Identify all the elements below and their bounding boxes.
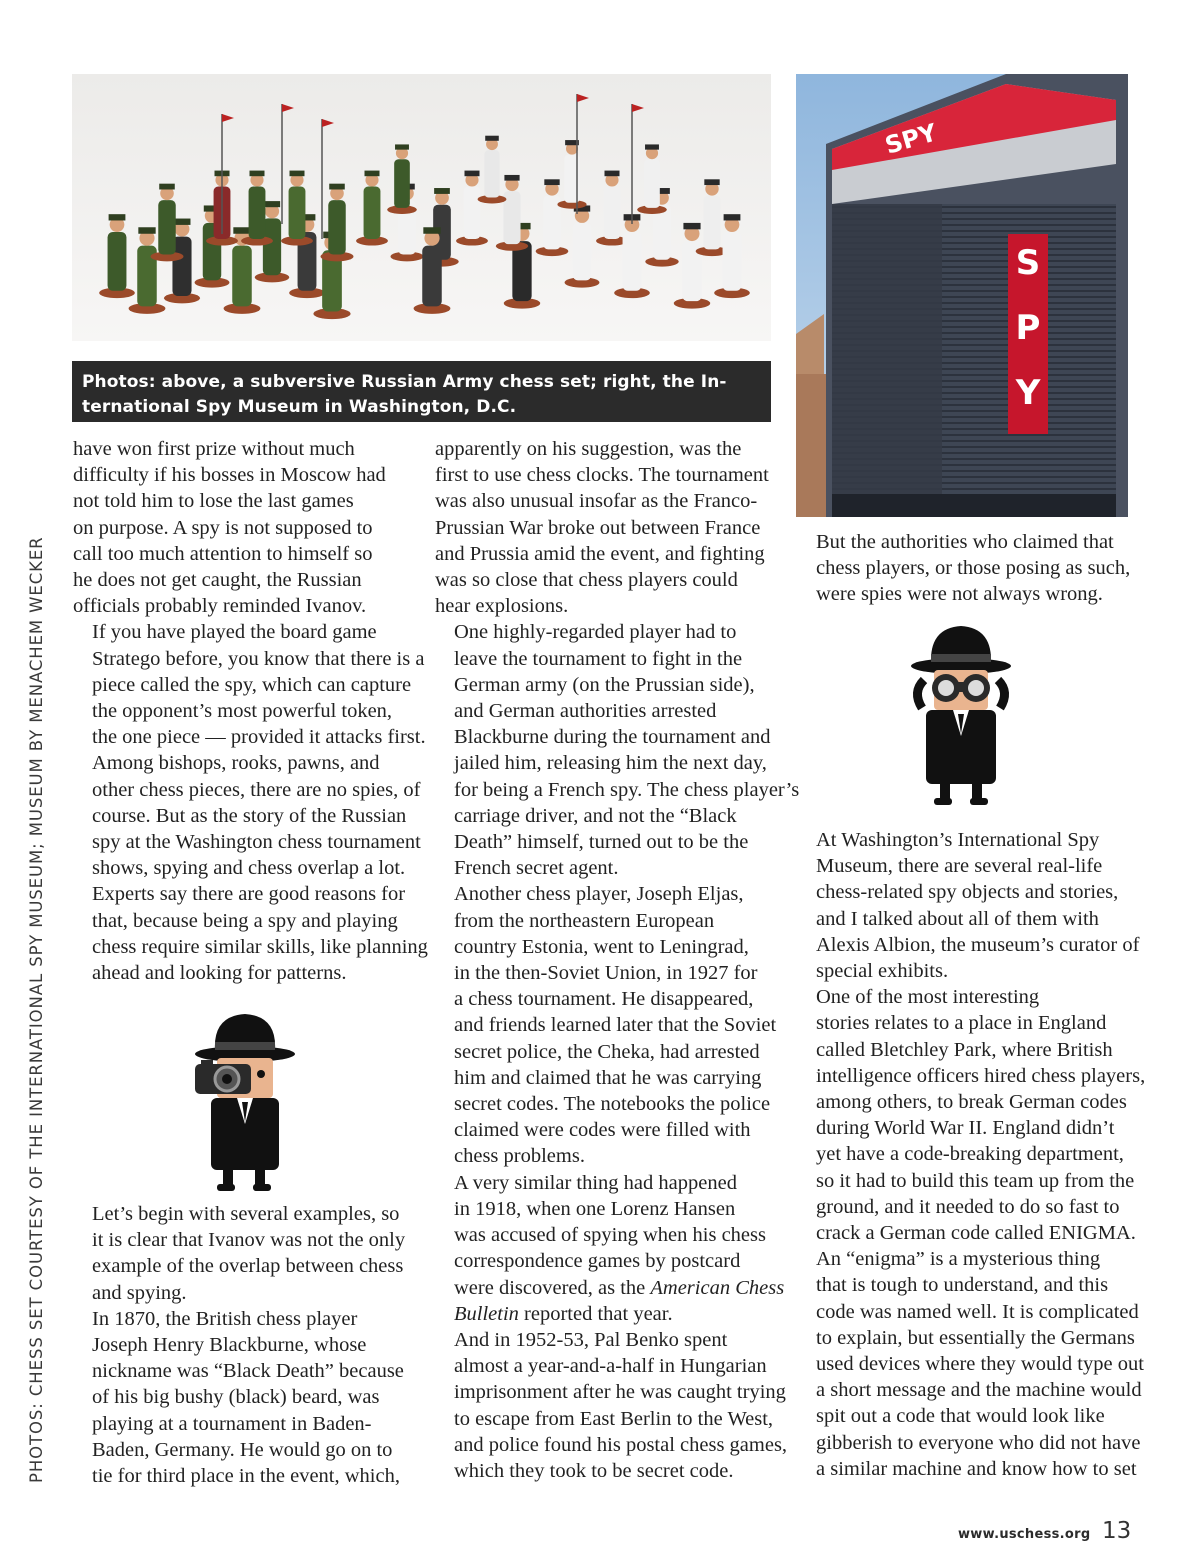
chess-figurine-part <box>263 218 281 275</box>
text-line: spit out a code that would look like <box>816 1405 1105 1428</box>
text-line: call too much attention to himself so <box>73 542 373 565</box>
text-line: Alexis Albion, the museum’s curator of <box>816 933 1140 956</box>
text-line: stories relates to a place in England <box>816 1012 1107 1035</box>
text-line: chess-related spy objects and stories, <box>816 881 1119 904</box>
paragraph <box>73 619 428 986</box>
text-line: ground, and it needed to do so fast to <box>816 1195 1120 1218</box>
chess-figurine-part <box>108 232 127 291</box>
text-line: An “enigma” is a mysterious thing <box>816 1248 1101 1271</box>
text-line: Among bishops, rooks, pawns, and <box>92 752 380 775</box>
text-line: a chess tournament. He disappeared, <box>454 988 754 1011</box>
text-line: to explain, but essentially the Germans <box>816 1326 1135 1349</box>
spy-camera-icon <box>193 1006 298 1196</box>
photo-credit: PHOTOS: CHESS SET COURTESY OF THE INTERNATIONAL SPY MUSEUM; MUSEUM BY MENACHEM WECKER <box>27 536 46 1483</box>
text-line: he does not get caught, the Russian <box>73 569 362 592</box>
text-line: of his big bushy (black) beard, was <box>92 1386 380 1409</box>
text-line: that, because being a spy and playing <box>92 909 398 932</box>
text-line: Experts say there are good reasons for <box>92 883 406 906</box>
chess-set-image <box>72 74 771 341</box>
text-line: a short message and the machine would <box>816 1379 1142 1402</box>
chess-figurine-part <box>573 223 591 281</box>
paragraph <box>73 1201 418 1306</box>
chess-figurine-part <box>290 171 305 177</box>
column-2 <box>435 436 800 1484</box>
text-line: difficulty if his bosses in Moscow had <box>73 464 386 487</box>
paragraph <box>435 619 800 881</box>
chess-figurine-part <box>605 171 620 177</box>
caption-line-1: Photos: above, a subversive Russian Army chess set; right, the In- <box>82 372 727 392</box>
chess-figurine-part <box>423 227 440 233</box>
text-line: was also unusual insofar as the Franco- <box>435 490 758 513</box>
text-line: piece called the spy, which can capture <box>92 673 412 696</box>
chess-figurine-part <box>724 214 741 220</box>
text-line: A very similar thing had happened <box>454 1171 737 1194</box>
text-line: nickname was “Black Death” because <box>92 1360 404 1383</box>
chess-figurine-part <box>544 179 559 185</box>
column-3-bottom <box>797 827 1146 1482</box>
text-line: hear explosions. <box>435 595 569 618</box>
text-line: secret codes. The notebooks the police <box>454 1093 771 1116</box>
text-line: have won first prize without much <box>73 438 355 460</box>
chess-figurine-part <box>464 187 481 239</box>
paragraph <box>435 1327 788 1484</box>
chess-figurine-part <box>504 175 519 181</box>
page-number: 13 <box>1102 1518 1132 1544</box>
text-line: playing at a tournament in Baden- <box>92 1412 372 1435</box>
chess-figurine-part <box>138 227 155 233</box>
text-line: At Washington’s International Spy <box>816 829 1100 851</box>
chess-figurine-part <box>264 201 280 207</box>
text-line: for being a French spy. The chess player’s <box>454 778 800 801</box>
spy-museum-image <box>796 74 1128 517</box>
paragraph <box>73 436 418 619</box>
text-line: a similar machine and know how to set <box>816 1457 1137 1480</box>
chess-figurine-part <box>683 223 700 229</box>
text-line <box>435 1275 785 1301</box>
spy-with-binoculars-illustration <box>908 622 1014 812</box>
paragraph <box>797 984 1146 1246</box>
paragraph <box>73 1306 418 1489</box>
text-line: first to use chess clocks. The tournament <box>435 464 769 487</box>
text-line: among others, to break German codes <box>816 1091 1127 1114</box>
chess-figurine-part <box>249 187 266 239</box>
text-line: yet have a code-breaking department, <box>816 1143 1124 1166</box>
chess-figurine-part <box>232 246 251 307</box>
text-line: and Prussia amid the event, and fighting <box>435 542 765 565</box>
text-line: him and claimed that he was carrying <box>454 1066 762 1089</box>
text-line-start: were discovered, as the <box>454 1276 651 1299</box>
text-line: Let’s begin with several examples, so <box>92 1203 400 1225</box>
text-line: chess problems. <box>454 1145 585 1168</box>
caption-line-2: ternational Spy Museum in Washington, D.C. <box>82 397 517 417</box>
museum-sign-s: S <box>1015 243 1041 283</box>
text-line: secret police, the Cheka, had arrested <box>454 1040 760 1063</box>
text-line: and I talked about all of them with <box>816 907 1099 930</box>
text-line: not told him to lose the last games <box>73 490 354 513</box>
text-line: on purpose. A spy is not supposed to <box>73 516 373 539</box>
text-line-end: reported that year. <box>518 1302 673 1325</box>
text-line: to escape from East Berlin to the West, <box>454 1407 774 1430</box>
paragraph <box>435 436 780 619</box>
text-line: code was named well. It is complicated <box>816 1300 1139 1323</box>
text-line: Death” himself, turned out to be the <box>454 831 749 854</box>
spy-with-camera-illustration <box>193 1006 298 1196</box>
photo-caption <box>72 361 771 422</box>
chess-figurine-part <box>623 232 642 291</box>
text-line: intelligence officers hired chess players, <box>816 1064 1146 1087</box>
museum-sign-p: P <box>1015 308 1041 348</box>
column-1-bottom <box>73 1201 418 1489</box>
text-line: and friends learned later that the Soviet <box>454 1014 777 1037</box>
text-line: and spying. <box>92 1281 187 1304</box>
museum-sign-y: Y <box>1015 373 1041 413</box>
column-3-top <box>797 529 1137 608</box>
text-line: leave the tournament to fight in the <box>454 647 743 670</box>
publication-title: American Chess <box>650 1276 785 1299</box>
chess-figurine-part <box>365 171 380 177</box>
chess-figurine-part <box>723 232 742 291</box>
text-line: the opponent’s most powerful token, <box>92 700 393 723</box>
paragraph <box>797 529 1137 608</box>
column-1-top <box>73 436 428 986</box>
text-line: which they took to be secret code. <box>454 1459 734 1482</box>
text-line: in the then-Soviet Union, in 1927 for <box>454 962 758 985</box>
text-line: other chess pieces, there are no spies, of <box>92 778 421 801</box>
text-line: But the authorities who claimed that <box>816 531 1114 553</box>
text-line: jailed him, releasing him the next day, <box>454 752 767 775</box>
text-line: chess players, or those posing as such, <box>816 557 1131 580</box>
footer-website: www.uschess.org <box>958 1527 1091 1542</box>
text-line: during World War II. England didn’t <box>816 1117 1115 1140</box>
chess-set-photo <box>72 74 771 341</box>
text-line: and German authorities arrested <box>454 700 717 723</box>
text-line: almost a year-and-a-half in Hungarian <box>454 1355 767 1378</box>
text-line: correspondence games by postcard <box>454 1250 741 1273</box>
text-line: so it had to build this team up from the <box>816 1169 1135 1192</box>
text-line: was accused of spying when his chess <box>454 1224 766 1247</box>
text-line: Museum, there are several real-life <box>816 855 1103 878</box>
text-line: shows, spying and chess overlap a lot. <box>92 857 406 880</box>
paragraph <box>435 1170 785 1327</box>
text-line: Joseph Henry Blackburne, whose <box>92 1334 367 1357</box>
text-line: that is tough to understand, and this <box>816 1274 1109 1297</box>
text-line: it is clear that Ivanov was not the only <box>92 1229 406 1252</box>
museum-sign-top: SPY <box>881 118 940 160</box>
text-line: ahead and looking for patterns. <box>92 962 347 985</box>
spy-museum-photo <box>796 74 1128 517</box>
text-line: example of the overlap between chess <box>92 1255 404 1278</box>
text-line: gibberish to everyone who did not have <box>816 1431 1141 1454</box>
text-line: claimed were codes were filled with <box>454 1119 751 1142</box>
chess-figurine-part <box>485 136 499 141</box>
chess-figurine-part <box>604 187 621 239</box>
chess-figurine-part <box>703 196 720 250</box>
text-line: If you have played the board game <box>92 621 377 644</box>
text-line: course. But as the story of the Russian <box>92 804 407 827</box>
text-line: Stratego before, you know that there is a <box>92 647 425 670</box>
chess-figurine-part <box>644 159 660 208</box>
chess-figurine-part <box>465 171 480 177</box>
text-line: called Bletchley Park, where British <box>816 1038 1113 1061</box>
text-line: One highly-regarded player had to <box>454 621 737 644</box>
paragraph <box>797 1246 1144 1482</box>
chess-figurine-part <box>645 144 659 149</box>
text-line: country Estonia, went to Leningrad, <box>454 935 749 958</box>
chess-figurine-part <box>109 214 126 220</box>
chess-figurine-part <box>174 219 191 225</box>
text-line: officials probably reminded Ivanov. <box>73 595 367 618</box>
text-line: chess require similar skills, like planning <box>92 935 428 958</box>
publication-title: Bulletin <box>454 1302 519 1325</box>
text-line: used devices where they would type out <box>816 1353 1144 1376</box>
text-line: crack a German code called ENIGMA. <box>816 1222 1136 1245</box>
text-line: Blackburne during the tournament and <box>454 726 771 749</box>
text-line: And in 1952-53, Pal Benko spent <box>454 1328 728 1351</box>
text-line: imprisonment after he was caught trying <box>454 1381 786 1404</box>
text-line: was so close that chess players could <box>435 569 738 592</box>
chess-figurine-part <box>484 150 499 197</box>
text-line: spy at the Washington chess tournament <box>92 831 421 854</box>
paragraph <box>435 881 780 1169</box>
text-line: German army (on the Prussian side), <box>454 673 755 696</box>
text-line: Another chess player, Joseph Eljas, <box>454 883 744 906</box>
chess-figurine-part <box>329 184 345 190</box>
text-line: tie for third place in the event, which, <box>92 1465 400 1488</box>
chess-figurine-part <box>704 179 719 185</box>
text-line: apparently on his suggestion, was the <box>435 438 742 460</box>
chess-figurine-part <box>422 246 441 307</box>
chess-figurine-part <box>250 171 265 177</box>
chess-figurine-part <box>158 200 175 254</box>
chess-figurine-part <box>159 184 175 190</box>
text-line: in 1918, when one Lorenz Hansen <box>454 1197 736 1220</box>
paragraph <box>797 827 1140 984</box>
chess-figurine-part <box>364 187 381 239</box>
text-line: In 1870, the British chess player <box>92 1307 358 1330</box>
text-line: were spies were not always wrong. <box>816 583 1103 606</box>
text-line: from the northeastern European <box>454 909 715 932</box>
chess-figurine-part <box>394 159 410 208</box>
text-line: carriage driver, and not the “Black <box>454 804 737 827</box>
chess-figurine-part <box>395 144 409 149</box>
text-line: One of the most interesting <box>816 986 1040 1009</box>
text-line: the one piece — provided it attacks first. <box>92 726 426 749</box>
chess-figurine-part <box>328 200 345 254</box>
text-line: Prussian War broke out between France <box>435 516 761 539</box>
text-line: Baden, Germany. He would go on to <box>92 1438 393 1461</box>
chess-figurine-part <box>434 188 450 194</box>
chess-figurine-part <box>289 187 306 239</box>
text-line: French secret agent. <box>454 857 619 880</box>
chess-figurine-part <box>233 227 250 233</box>
text-line <box>435 1301 780 1327</box>
text-line: special exhibits. <box>816 960 949 983</box>
spy-binoculars-icon <box>908 622 1014 812</box>
text-line: and police found his postal chess games, <box>454 1433 788 1456</box>
